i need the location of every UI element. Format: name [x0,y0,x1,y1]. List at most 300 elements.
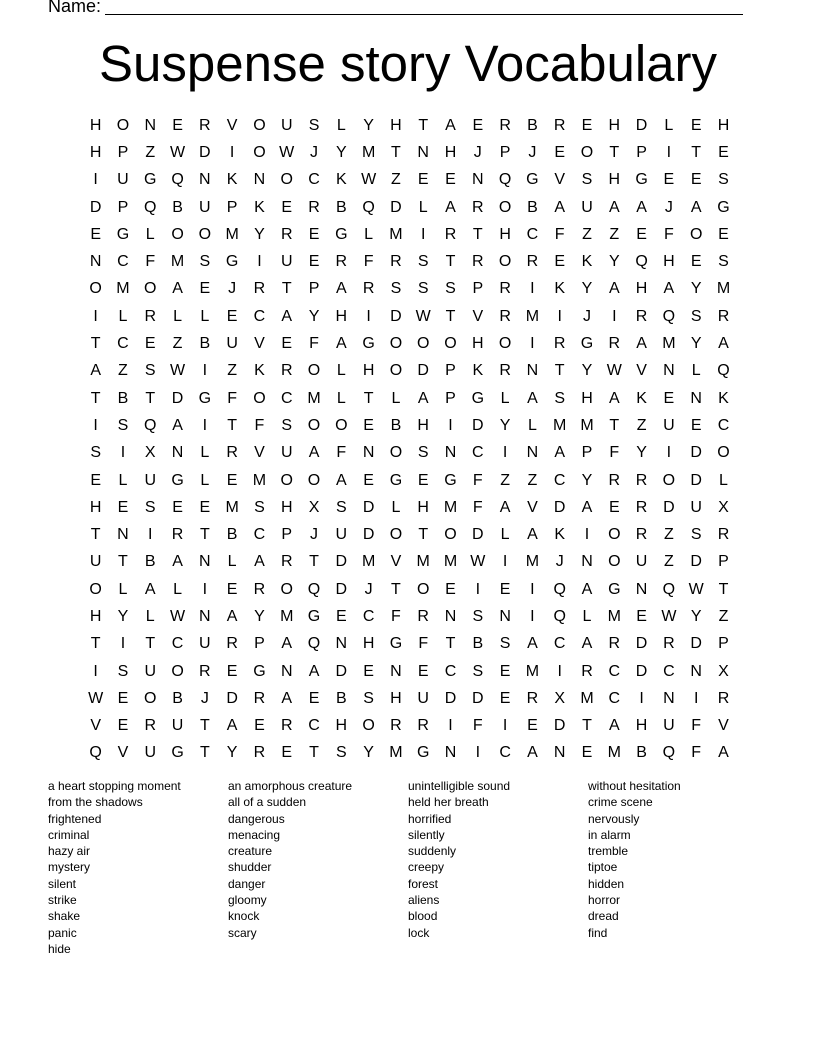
grid-letter: Y [581,280,593,298]
grid-letter: A [581,635,593,653]
grid-letter: A [335,471,347,489]
grid-letter: K [581,253,593,271]
grid-letter: I [448,717,453,735]
grid-letter: R [253,744,266,762]
grid-letter: N [472,171,484,189]
grid-letter: K [636,389,647,407]
grid-letter: I [93,416,98,434]
grid-letter: C [117,253,129,271]
grid-letter: E [363,662,374,680]
grid-letter: J [555,553,564,571]
grid-letter: E [690,253,702,271]
grid-letter: I [557,662,562,680]
grid-letter: W [361,171,377,189]
grid-row [82,631,737,658]
grid-letter: E [172,116,183,134]
grid-letter: R [635,471,648,489]
grid-letter: C [663,662,675,680]
grid-letter: G [362,335,375,353]
grid-letter: E [281,198,293,216]
grid-letter: F [254,416,265,434]
word-search-grid [82,112,737,767]
word-item: mystery [48,860,90,875]
word-item: held her breath [408,795,489,810]
grid-letter: V [554,171,566,189]
word-item: hide [48,941,71,956]
grid-letter: K [554,280,566,298]
grid-letter: Z [527,471,538,489]
word-item: aliens [408,893,440,908]
grid-letter: O [144,689,157,707]
grid-letter: V [117,744,129,762]
grid-letter: K [718,389,729,407]
grid-row [82,494,737,521]
grid-letter: E [363,416,374,434]
grid-letter: R [390,253,402,271]
grid-letter: D [635,635,648,653]
grid-letter: I [666,143,672,161]
grid-letter: N [690,662,702,680]
grid-letter: L [227,553,237,571]
grid-letter: D [226,689,238,707]
grid-letter: C [362,607,375,625]
grid-letter: E [718,225,729,243]
grid-letter: F [609,444,620,462]
grid-letter: I [612,307,617,325]
grid-letter: H [472,335,484,353]
grid-row [82,658,737,685]
word-item: criminal [48,827,90,842]
grid-letter: E [254,717,265,735]
grid-letter: R [144,307,157,325]
grid-letter: R [417,607,429,625]
grid-letter: I [666,444,672,462]
grid-letter: D [690,444,702,462]
word-item: hazy air [48,844,91,859]
grid-letter: M [389,225,403,243]
grid-letter: E [199,280,211,298]
grid-letter: O [580,143,594,161]
grid-letter: R [253,280,266,298]
grid-letter: R [253,580,266,598]
grid-letter: E [499,689,511,707]
grid-letter: S [581,171,593,189]
grid-letter: I [448,416,453,434]
grid-letter: X [718,662,729,680]
grid-letter: Z [582,225,592,243]
grid-letter: D [390,307,402,325]
grid-letter: O [280,580,293,598]
grid-letter: O [498,198,512,216]
grid-letter: T [554,362,565,380]
grid-letter: H [89,116,102,134]
grid-letter: G [526,171,539,189]
grid-letter: D [472,416,484,434]
word-item: creature [228,844,273,859]
word-item: in alarm [588,827,631,842]
grid-letter: L [418,198,428,216]
word-item: gloomy [228,893,267,908]
grid-letter: Z [663,553,674,571]
grid-row [82,440,737,467]
grid-letter: P [308,280,320,298]
grid-letter: R [226,635,238,653]
grid-letter: R [472,253,484,271]
grid-letter: A [527,744,538,762]
grid-letter: B [527,198,538,216]
grid-letter: A [335,335,347,353]
grid-letter: A [581,580,593,598]
grid-letter: U [117,171,129,189]
grid-letter: L [391,498,401,516]
grid-letter: D [635,116,648,134]
word-item: hidden [588,876,625,891]
grid-letter: M [225,225,239,243]
grid-letter: N [253,171,266,189]
grid-letter: G [307,607,321,625]
grid-letter: N [444,744,457,762]
grid-letter: R [472,198,484,216]
grid-letter: O [307,362,321,380]
grid-letter: F [363,253,374,271]
grid-letter: F [554,225,565,243]
grid-letter: A [581,498,593,516]
grid-letter: R [362,280,375,298]
grid-letter: E [499,580,511,598]
word-item: horror [588,893,621,908]
grid-letter: S [499,635,511,653]
grid-letter: Y [690,335,702,353]
word-item: lock [408,925,430,940]
grid-letter: S [308,116,320,134]
grid-letter: E [690,171,702,189]
grid-letter: H [335,307,348,325]
grid-letter: W [470,553,486,571]
grid-letter: N [690,389,702,407]
grid-letter: D [472,526,484,544]
grid-letter: S [472,662,484,680]
grid-letter: T [445,635,456,653]
grid-letter: C [444,662,457,680]
grid-letter: H [89,498,102,516]
grid-letter: L [145,607,155,625]
grid-letter: P [117,198,129,216]
grid-letter: E [363,471,374,489]
grid-letter: O [280,471,293,489]
grid-letter: R [608,335,621,353]
grid-letter: E [690,116,702,134]
grid-letter: I [229,143,235,161]
grid-letter: D [335,662,348,680]
grid-row [82,330,737,357]
grid-letter: T [609,143,620,161]
grid-letter: H [444,143,457,161]
grid-letter: I [366,307,371,325]
grid-letter: N [171,444,184,462]
grid-letter: A [527,389,538,407]
word-item: dread [588,909,619,924]
grid-letter: V [718,717,729,735]
grid-letter: D [444,689,457,707]
grid-letter: E [554,143,566,161]
grid-letter: S [199,253,211,271]
grid-row [82,276,737,303]
grid-letter: O [608,553,621,571]
grid-letter: O [498,253,512,271]
grid-letter: P [117,143,129,161]
grid-letter: E [445,580,456,598]
grid-letter: V [254,444,265,462]
grid-letter: N [635,580,648,598]
grid-letter: L [500,526,510,544]
grid-letter: A [690,198,702,216]
grid-letter: R [280,225,293,243]
grid-letter: B [636,744,647,762]
grid-letter: M [443,553,458,571]
grid-letter: R [608,635,621,653]
grid-letter: Q [498,171,512,189]
grid-letter: A [172,280,183,298]
grid-letter: B [472,635,484,653]
grid-letter: T [118,553,128,571]
grid-letter: I [475,580,481,598]
grid-letter: R [526,689,539,707]
grid-letter: Q [144,416,157,434]
grid-letter: O [253,116,266,134]
grid-letter: I [502,717,508,735]
grid-letter: G [635,171,648,189]
grid-letter: A [172,553,183,571]
word-item: menacing [228,827,281,842]
word-item: tiptoe [588,860,618,875]
grid-letter: K [554,526,566,544]
grid-letter: I [148,526,153,544]
grid-letter: L [719,471,728,489]
grid-letter: V [527,498,538,516]
grid-letter: E [636,607,647,625]
grid-letter: U [89,553,102,571]
word-column [588,778,764,941]
grid-letter: R [499,307,511,325]
grid-letter: X [718,498,729,516]
word-item: tremble [588,844,629,859]
grid-letter: S [363,689,374,707]
grid-letter: R [226,444,238,462]
grid-letter: M [252,471,267,489]
grid-letter: A [554,198,566,216]
grid-letter: R [635,307,648,325]
grid-letter: E [308,689,320,707]
grid-letter: A [308,662,320,680]
word-item: shudder [228,860,272,875]
grid-letter: A [281,689,293,707]
word-item: from the shadows [48,795,143,810]
grid-letter: Q [662,744,676,762]
grid-letter: E [117,717,129,735]
grid-letter: L [336,116,346,134]
grid-letter: N [526,362,539,380]
grid-letter: S [117,662,129,680]
grid-letter: V [226,116,238,134]
grid-letter: O [389,335,403,353]
grid-letter: J [200,689,209,707]
grid-letter: U [663,416,675,434]
grid-letter: T [90,526,101,544]
grid-letter: E [718,143,729,161]
grid-letter: T [199,744,210,762]
grid-letter: K [226,171,238,189]
grid-letter: A [608,389,620,407]
grid-letter: G [171,744,184,762]
grid-letter: T [90,635,101,653]
word-item: nervously [588,811,640,826]
grid-letter: Q [144,198,157,216]
grid-row [82,603,737,630]
grid-letter: H [608,171,621,189]
grid-letter: Q [717,362,730,380]
grid-letter: P [718,553,729,571]
grid-letter: M [607,607,621,625]
grid-letter: E [199,498,211,516]
word-column [228,778,404,941]
grid-letter: J [364,580,373,598]
grid-letter: L [527,416,537,434]
grid-letter: D [553,498,566,516]
grid-letter: Z [118,362,128,380]
grid-letter: R [199,116,211,134]
grid-letter: A [527,635,538,653]
grid-letter: P [281,526,293,544]
grid-letter: N [199,553,211,571]
grid-letter: F [472,471,483,489]
grid-letter: N [553,744,566,762]
grid-letter: S [254,498,265,516]
grid-letter: S [390,280,402,298]
grid-letter: T [418,526,429,544]
grid-letter: D [89,198,102,216]
grid-letter: J [664,198,673,216]
grid-letter: T [418,116,429,134]
grid-letter: Q [553,580,566,598]
grid-letter: R [280,553,293,571]
grid-letter: I [257,253,262,271]
grid-letter: U [199,635,211,653]
grid-letter: L [200,307,210,325]
grid-letter: S [690,526,702,544]
grid-letter: B [144,553,156,571]
grid-letter: U [280,444,293,462]
grid-letter: H [362,362,375,380]
grid-letter: E [581,744,593,762]
grid-letter: A [608,198,620,216]
grid-letter: D [635,662,648,680]
grid-letter: E [472,116,484,134]
grid-letter: L [200,471,210,489]
grid-letter: E [581,116,593,134]
grid-letter: C [253,526,266,544]
grid-letter: Q [307,635,321,653]
grid-letter: C [717,416,730,434]
grid-letter: K [254,198,265,216]
grid-letter: F [145,253,156,271]
grid-letter: K [254,362,265,380]
grid-letter: S [718,171,729,189]
grid-letter: M [716,280,731,298]
name-underline [105,0,743,15]
grid-letter: C [553,635,566,653]
grid-letter: G [389,471,403,489]
grid-letter: D [553,717,566,735]
grid-letter: P [718,635,729,653]
grid-letter: F [663,225,674,243]
grid-letter: I [93,171,98,189]
grid-letter: O [444,335,457,353]
grid-letter: O [717,444,730,462]
grid-letter: Y [254,607,265,625]
grid-letter: L [118,471,128,489]
grid-letter: M [607,744,621,762]
grid-letter: O [608,526,621,544]
grid-letter: A [254,553,265,571]
grid-letter: Q [171,171,184,189]
grid-letter: R [280,362,293,380]
grid-letter: E [527,717,538,735]
grid-letter: O [362,717,375,735]
grid-letter: O [307,416,321,434]
grid-letter: E [663,389,675,407]
grid-letter: B [117,389,129,407]
grid-letter: M [225,498,239,516]
grid-letter: U [280,116,293,134]
grid-letter: R [608,471,621,489]
grid-letter: B [226,526,238,544]
grid-letter: D [335,580,348,598]
grid-letter: R [390,717,402,735]
grid-letter: T [199,526,210,544]
grid-letter: S [90,444,101,462]
grid-letter: W [169,362,186,380]
grid-letter: W [661,607,677,625]
grid-letter: M [280,607,294,625]
page-title: Suspense story Vocabulary [98,35,718,92]
grid-letter: D [171,389,184,407]
grid-letter: M [580,689,594,707]
grid-letter: O [144,280,157,298]
grid-letter: A [608,280,620,298]
word-item: silent [48,876,77,891]
grid-letter: Q [553,607,566,625]
grid-letter: O [253,389,266,407]
grid-letter: N [663,689,675,707]
grid-letter: C [280,389,293,407]
grid-letter: D [390,198,402,216]
grid-letter: R [499,362,511,380]
grid-letter: J [473,143,482,161]
grid-letter: G [144,171,157,189]
grid-letter: J [528,143,537,161]
grid-letter: D [335,553,348,571]
grid-letter: E [226,471,238,489]
grid-letter: G [198,389,212,407]
grid-letter: Z [391,171,401,189]
grid-letter: Z [500,471,510,489]
grid-letter: B [335,689,347,707]
grid-row [82,467,737,494]
grid-letter: C [171,635,184,653]
word-item: scary [228,925,257,940]
grid-letter: R [280,717,293,735]
grid-letter: E [690,416,702,434]
